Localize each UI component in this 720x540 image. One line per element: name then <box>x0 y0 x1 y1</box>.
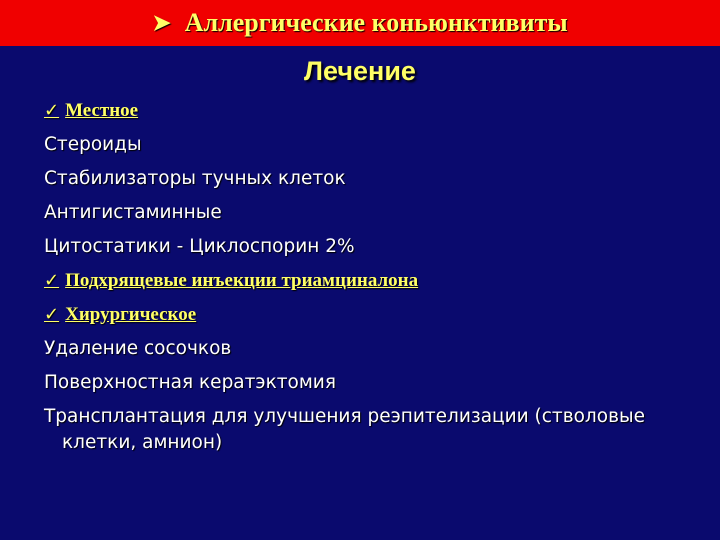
list-item: Удаление сосочков <box>44 338 232 359</box>
list-item: Антигистаминные <box>44 202 222 223</box>
section-heading-label: Подхрящевые инъекции триамциналона <box>65 270 419 291</box>
list-item-line: Трансплантация для улучшения реэпителизации (стволовые <box>44 406 645 427</box>
section-heading-surgical <box>44 298 684 332</box>
arrow-right-icon: ➤ <box>152 10 171 35</box>
list-item: Цитостатики - Циклоспорин 2% <box>44 236 355 257</box>
checkmark-icon: ✓ <box>44 100 60 121</box>
list-item: Стероиды <box>44 134 142 155</box>
list-item: Поверхностная кератэктомия <box>44 372 336 393</box>
section-heading-label: Хирургическое <box>65 304 197 325</box>
header-bar <box>0 0 720 46</box>
list-item: Стабилизаторы тучных клеток <box>44 168 346 189</box>
checkmark-icon: ✓ <box>44 304 60 325</box>
section-heading-injections <box>44 264 684 298</box>
list-item-transplant <box>44 400 684 456</box>
content-list <box>44 94 684 456</box>
checkmark-icon: ✓ <box>44 270 60 291</box>
section-heading-local <box>44 94 684 128</box>
list-item-line: клетки, амнион) <box>62 432 223 453</box>
slide-title: Аллергические коньюнктивиты <box>184 8 568 37</box>
section-heading-label: Местное <box>65 100 139 121</box>
section-subtitle: Лечение <box>304 56 416 86</box>
